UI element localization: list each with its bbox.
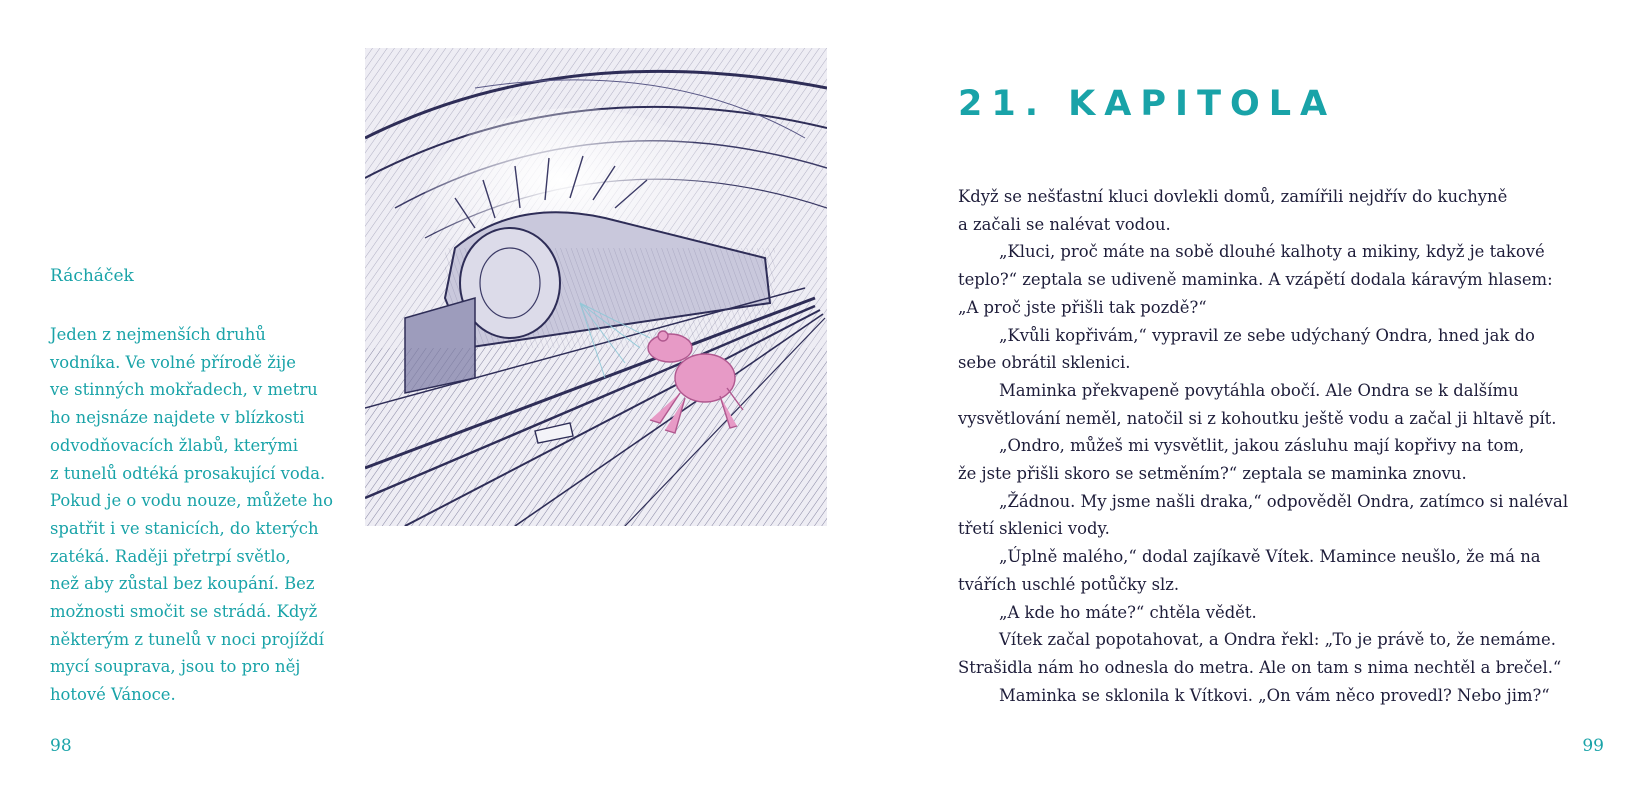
sidebar-line: Jeden z nejmenších druhů [50,325,266,344]
page-number-left: 98 [50,736,72,756]
sidebar-line: některým z tunelů v noci projíždí [50,629,324,649]
story-line: Strašidla nám ho odnesla do metra. Ale on tam s nima nechtěl a brečel.“ [958,657,1562,677]
page-number-right: 99 [1582,736,1604,756]
story-line: „Kluci, proč máte na sobě dlouhé kalhoty a mikiny, když je takové [999,242,1545,262]
story-line: „A kde ho máte?“ chtěla vědět. [999,602,1257,622]
story-line: tvářích uschlé potůčky slz. [958,574,1180,594]
sidebar-title: Rácháček [50,266,134,286]
sidebar-line: možnosti smočit se strádá. Když [50,602,318,622]
story-line: Maminka překvapeně povytáhla obočí. Ale Ondra se k dalšímu [999,380,1519,400]
sidebar-line: než aby zůstal bez koupání. Bez [50,574,315,594]
sidebar-line: ve stinných mokřadech, v metru [50,380,318,400]
sidebar-line: Pokud je o vodu nouze, můžete ho [50,491,333,511]
sidebar-line: odvodňovacích žlabů, kterými [50,435,299,455]
story-line: „Kvůli kopřivám,“ vypravil ze sebe udýchaný Ondra, hned jak do [999,325,1535,345]
story-line: „A proč jste přišli tak pozdě?“ [958,297,1207,317]
story-line: že jste přišli skoro se setměním?“ zeptala se maminka znovu. [958,464,1467,484]
story-text [958,183,1618,709]
sidebar-line: mycí souprava, jsou to pro něj [50,657,301,677]
story-line: vysvětlování neměl, natočil si z kohoutku ještě vodu a začal ji hltavě pít. [958,408,1557,428]
chapter-title: 21. KAPITOLA [958,84,1337,124]
sidebar-body [50,321,350,709]
story-line: sebe obrátil sklenici. [958,353,1131,373]
story-line: třetí sklenici vody. [958,519,1110,539]
story-line: Když se nešťastní kluci dovlekli domů, zamířili nejdřív do kuchyně [958,187,1508,206]
sidebar-line: spatřit i ve stanicích, do kterých [50,518,319,538]
sidebar-line: hotové Vánoce. [50,685,176,705]
story-line: teplo?“ zeptala se udiveně maminka. A vzápětí dodala káravým hlasem: [958,270,1553,290]
story-line: a začali se nalévat vodou. [958,214,1171,234]
story-line: Vítek začal popotahovat, a Ondra řekl: „To je právě to, že nemáme. [999,630,1556,650]
sidebar-line: ho nejsnáze najdete v blízkosti [50,408,305,428]
sidebar-line: vodníka. Ve volné přírodě žije [50,352,296,372]
tunnel-illustration [365,48,827,526]
story-line: „Žádnou. My jsme našli draka,“ odpověděl Ondra, zatímco si naléval [999,491,1569,511]
story-line: Maminka se sklonila k Vítkovi. „On vám něco provedl? Nebo jim?“ [999,685,1550,705]
story-line: „Ondro, můžeš mi vysvětlit, jakou zásluhu mají kopřivy na tom, [999,436,1525,456]
sidebar-line: z tunelů odtéká prosakující voda. [50,463,326,483]
story-line: „Úplně malého,“ dodal zajíkavě Vítek. Mamince neušlo, že má na [999,547,1541,567]
sidebar-line: zatéká. Raději přetrpí světlo, [50,546,291,566]
